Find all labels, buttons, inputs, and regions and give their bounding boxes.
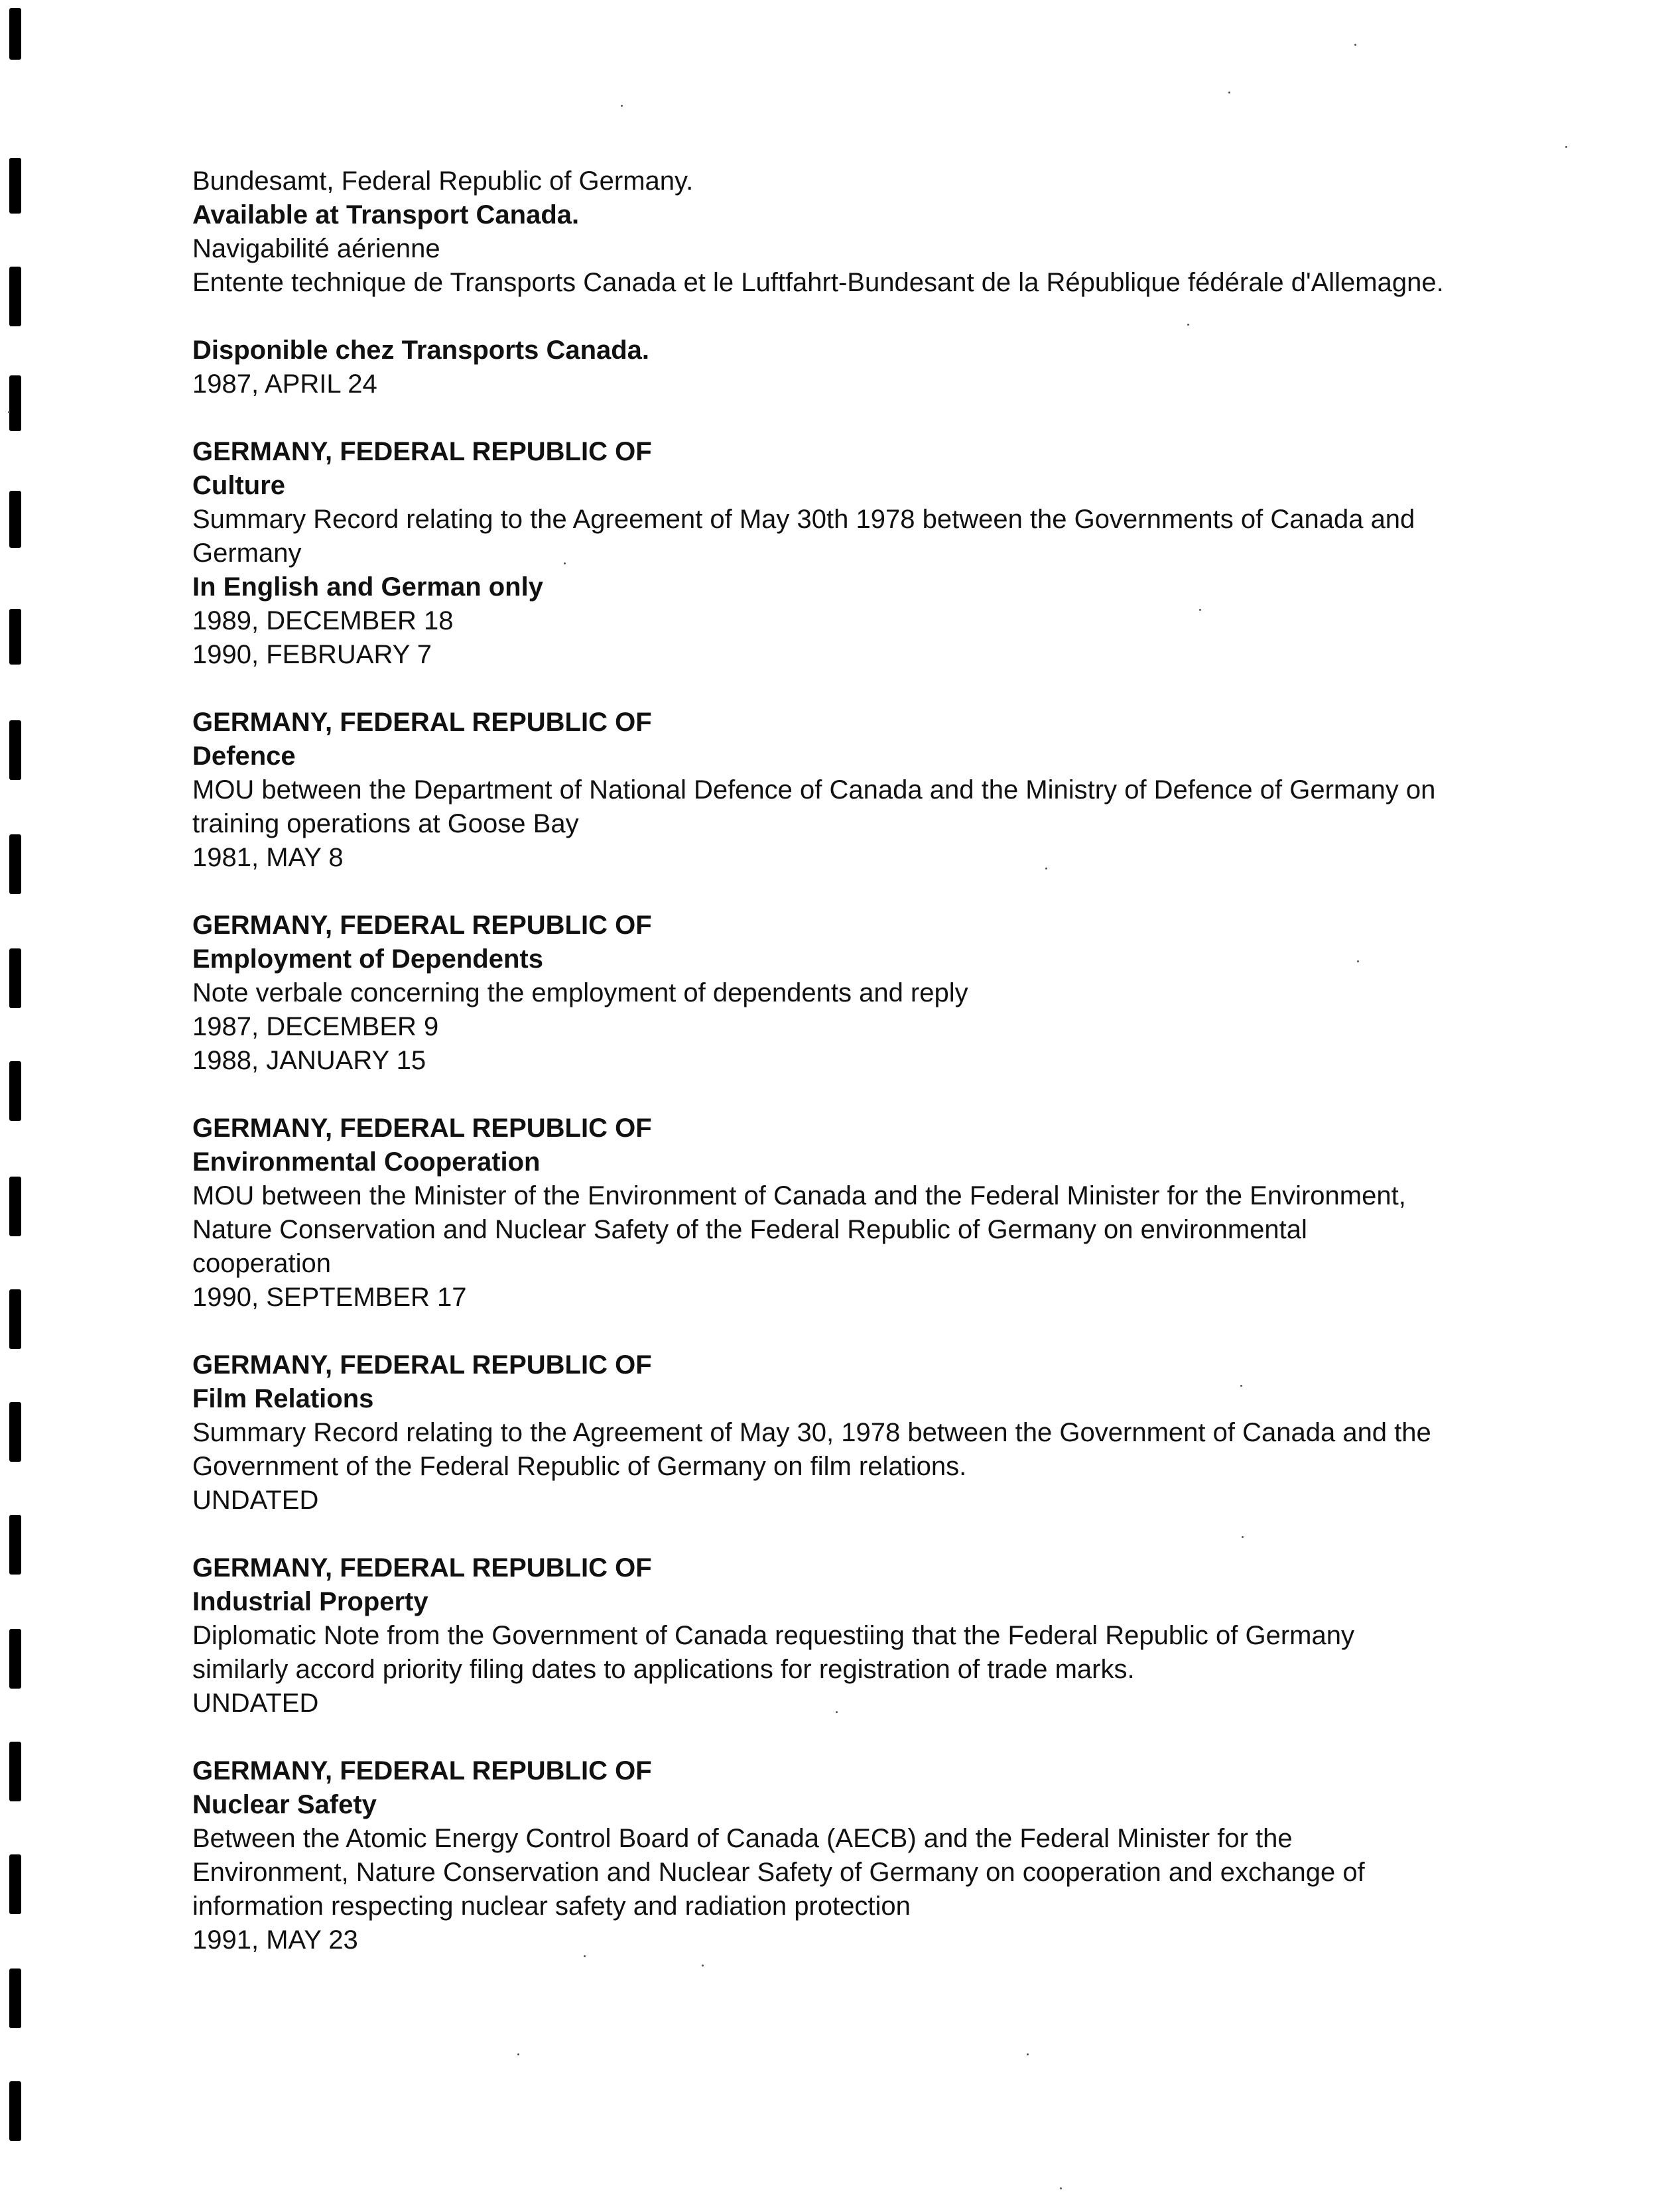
binding-bar	[9, 267, 21, 326]
entry-subject: Culture	[192, 471, 285, 500]
binding-bar	[9, 609, 21, 665]
scan-speck	[1060, 2187, 1062, 2189]
entry-description: Note verbale concerning the employment of dependents and reply	[192, 978, 968, 1007]
binding-bar	[9, 1177, 21, 1236]
entry-country: GERMANY, FEDERAL REPUBLIC OF	[192, 911, 652, 940]
entry-date: 1989, DECEMBER 18	[192, 606, 454, 635]
entry-description: Diplomatic Note from the Government of Canada requestiing that the Federal Republic of Germany	[192, 1621, 1354, 1650]
entry-description: information respecting nuclear safety and radiation protection	[192, 1892, 911, 1921]
binding-bar	[9, 1742, 21, 1801]
binding-bar	[9, 1289, 21, 1349]
entry-date: 1990, FEBRUARY 7	[192, 640, 432, 669]
binding-bar	[9, 375, 21, 431]
entry-date: 1991, MAY 23	[192, 1925, 358, 1955]
agreement-entry	[192, 1551, 1519, 1720]
binding-bar	[9, 2081, 21, 2141]
entry-country: GERMANY, FEDERAL REPUBLIC OF	[192, 1350, 652, 1380]
entry-subject: Defence	[192, 742, 296, 771]
binding-bar	[9, 720, 21, 780]
entry-subject: Industrial Property	[192, 1587, 428, 1616]
binding-bar	[9, 1854, 21, 1914]
binding-bar	[9, 491, 21, 548]
binding-bar	[9, 834, 21, 894]
entry-country: GERMANY, FEDERAL REPUBLIC OF	[192, 1553, 652, 1582]
entry-subject: Nuclear Safety	[192, 1790, 377, 1819]
entry-country: GERMANY, FEDERAL REPUBLIC OF	[192, 1756, 652, 1785]
agreement-entry	[192, 909, 1519, 1078]
entry-subject: Film Relations	[192, 1384, 374, 1413]
entry-date: 1987, APRIL 24	[192, 369, 377, 399]
entry-description: Government of the Federal Republic of Germany on film relations.	[192, 1452, 967, 1481]
entry-description: Between the Atomic Energy Control Board of Canada (AECB) and the Federal Minister for the	[192, 1824, 1293, 1853]
binding-bar	[9, 1629, 21, 1689]
entry-description: Nature Conservation and Nuclear Safety of the Federal Republic of Germany on environmental	[192, 1215, 1307, 1244]
entry-description: Summary Record relating to the Agreement of May 30, 1978 between the Government of Canada and the	[192, 1418, 1431, 1447]
entry-description: MOU between the Department of National Defence of Canada and the Ministry of Defence of Germany on	[192, 775, 1436, 805]
scan-speck	[1354, 44, 1356, 46]
binding-bar	[9, 1515, 21, 1575]
entry-date: 1987, DECEMBER 9	[192, 1012, 439, 1041]
entry-description: cooperation	[192, 1249, 332, 1278]
intro-block	[192, 164, 1519, 401]
scan-speck	[8, 411, 10, 413]
binding-bar	[9, 948, 21, 1008]
entry-description: Germany	[192, 539, 302, 568]
scan-speck	[1228, 92, 1230, 94]
intro-availability: Disponible chez Transports Canada.	[192, 336, 650, 365]
entry-description: Summary Record relating to the Agreement of May 30th 1978 between the Governments of Canada and	[192, 505, 1415, 534]
scan-speck	[621, 105, 623, 107]
agreement-entry	[192, 706, 1519, 875]
entry-description: training operations at Goose Bay	[192, 809, 579, 838]
scan-speck	[1565, 146, 1567, 148]
agreement-entry	[192, 1754, 1519, 1957]
binding-marks	[0, 0, 40, 2194]
entry-date: 1981, MAY 8	[192, 843, 344, 872]
entry-date: UNDATED	[192, 1486, 319, 1515]
entry-subject: Employment of Dependents	[192, 944, 543, 974]
entry-country: GERMANY, FEDERAL REPUBLIC OF	[192, 708, 652, 737]
entry-date: 1988, JANUARY 15	[192, 1046, 426, 1075]
agreement-entry	[192, 435, 1519, 672]
intro-line: Navigabilité aérienne	[192, 234, 440, 263]
entry-country: GERMANY, FEDERAL REPUBLIC OF	[192, 1114, 652, 1143]
binding-bar	[9, 1061, 21, 1121]
entry-subject: Environmental Cooperation	[192, 1147, 541, 1177]
entry-description: Environment, Nature Conservation and Nuclear Safety of Germany on cooperation and exchange of	[192, 1858, 1365, 1887]
entry-note: In English and German only	[192, 572, 543, 602]
binding-bar	[9, 1968, 21, 2028]
intro-line: Bundesamt, Federal Republic of Germany.	[192, 166, 694, 196]
binding-bar	[9, 8, 21, 60]
scan-speck	[1027, 2053, 1029, 2055]
entry-description: MOU between the Minister of the Environment of Canada and the Federal Minister for the Environment,	[192, 1181, 1406, 1210]
agreement-entry	[192, 1112, 1519, 1315]
intro-line: Entente technique de Transports Canada et le Luftfahrt-Bundesant de la République fédérale d'Allemagne.	[192, 268, 1444, 297]
entries-list	[192, 435, 1519, 1957]
entry-date: 1990, SEPTEMBER 17	[192, 1283, 467, 1312]
scan-speck	[517, 2053, 519, 2055]
document-body	[192, 164, 1519, 1991]
binding-bar	[9, 158, 21, 214]
entry-date: UNDATED	[192, 1689, 319, 1718]
entry-country: GERMANY, FEDERAL REPUBLIC OF	[192, 437, 652, 466]
agreement-entry	[192, 1348, 1519, 1517]
binding-bar	[9, 1402, 21, 1462]
entry-description: similarly accord priority filing dates to applications for registration of trade marks.	[192, 1655, 1135, 1684]
intro-line: Available at Transport Canada.	[192, 200, 580, 229]
